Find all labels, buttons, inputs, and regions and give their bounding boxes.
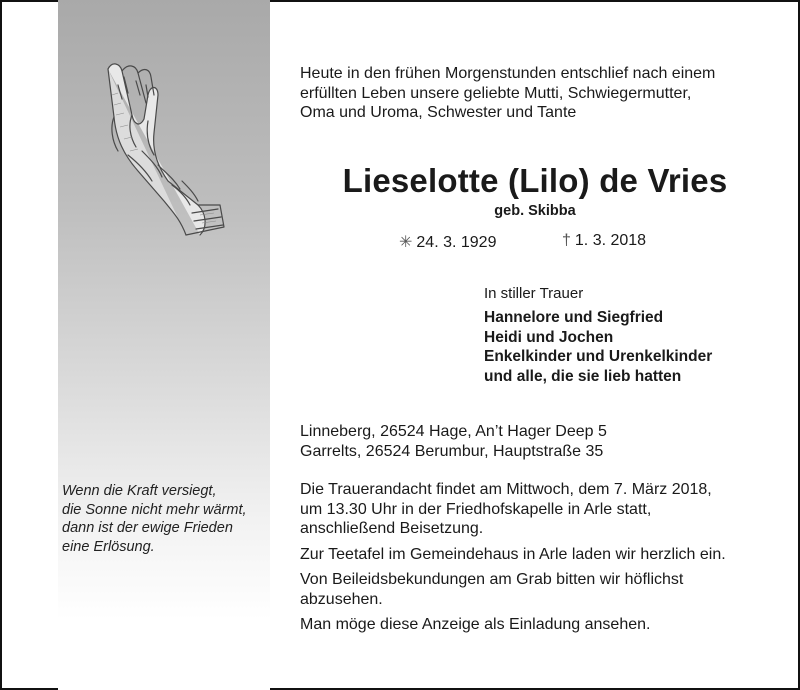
note-line: Die Trauerandacht findet am Mittwoch, dem 7. März 2018,	[300, 481, 712, 498]
note-line: anschließend Beisetzung.	[300, 520, 484, 537]
notes	[300, 480, 780, 641]
note-line: Man möge diese Anzeige als Einladung ansehen.	[300, 616, 651, 633]
poem-line: die Sonne nicht mehr wärmt,	[62, 501, 247, 518]
note-paragraph	[300, 480, 780, 539]
mourners-list	[484, 308, 712, 386]
note-line: abzusehen.	[300, 590, 383, 608]
praying-hands-icon	[88, 55, 238, 245]
mourner-name: und alle, die sie lieb hatten	[484, 367, 682, 385]
poem-line: Wenn die Kraft versiegt,	[62, 483, 217, 499]
mourner-name: Enkelkinder und Urenkelkinder	[484, 348, 713, 365]
poem-line: eine Erlösung.	[62, 538, 155, 555]
mourner-name: Hannelore und Siegfried	[484, 309, 664, 326]
mourner-name: Heidi und Jochen	[484, 328, 614, 346]
note-line: Zur Teetafel im Gemeindehaus in Arle laden wir herzlich ein.	[300, 545, 726, 563]
death-date	[562, 232, 646, 250]
mourning-heading: In stiller Trauer	[484, 285, 584, 302]
note-line: Von Beileidsbekundungen am Grab bitten wir höflichst	[300, 571, 684, 588]
address-line: Garrelts, 26524 Berumbur, Hauptstraße 35	[300, 442, 604, 460]
note-paragraph	[300, 615, 780, 635]
intro-line: erfüllten Leben unsere geliebte Mutti, Schwiegermutter,	[300, 84, 692, 102]
addresses	[300, 422, 607, 461]
note-line: um 13.30 Uhr in der Friedhofskapelle in Arle statt,	[300, 500, 652, 518]
cross-icon: †	[562, 232, 571, 249]
intro-line: Heute in den frühen Morgenstunden entschlief nach einem	[300, 65, 716, 82]
note-paragraph	[300, 545, 780, 565]
death-date-value: 1. 3. 2018	[574, 232, 647, 249]
birth-date	[399, 232, 496, 252]
intro-text	[300, 64, 770, 123]
poem-verse	[62, 482, 272, 556]
birth-date-value: 24. 3. 1929	[416, 234, 497, 251]
birth-name: geb. Skibba	[494, 203, 576, 219]
address-line: Linneberg, 26524 Hage, An’t Hager Deep 5	[300, 423, 607, 440]
star-icon: ✳	[399, 234, 413, 251]
poem-line: dann ist der ewige Frieden	[62, 520, 233, 536]
deceased-name: Lieselotte (Lilo) de Vries	[342, 162, 728, 199]
intro-line: Oma und Uroma, Schwester und Tante	[300, 104, 577, 121]
note-paragraph	[300, 570, 780, 609]
